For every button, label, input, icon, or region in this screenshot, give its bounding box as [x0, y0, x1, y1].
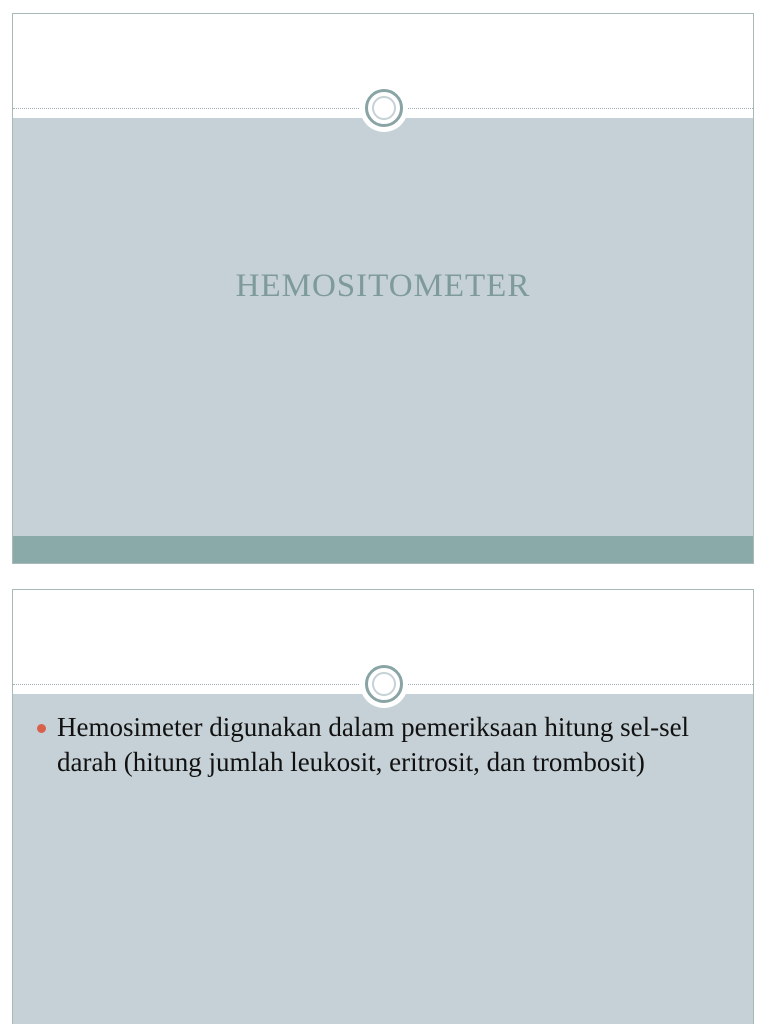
list-item [35, 710, 731, 780]
slide-title: HEMOSITOMETER [235, 268, 531, 304]
bullet-text: Hemosimeter digunakan dalam pemeriksaan hitung sel-sel darah (hitung jumlah leukosit, eritrosit, dan trombosit) [57, 712, 690, 777]
ring-ornament-icon [360, 84, 408, 132]
bullet-list [35, 710, 731, 780]
slide-content-band [13, 118, 753, 536]
bullet-dot-icon [37, 724, 46, 733]
slide-1-title [12, 13, 754, 564]
slide-2-content [12, 589, 754, 1024]
slide-footer-band [13, 536, 753, 563]
ring-ornament-icon [360, 660, 408, 708]
